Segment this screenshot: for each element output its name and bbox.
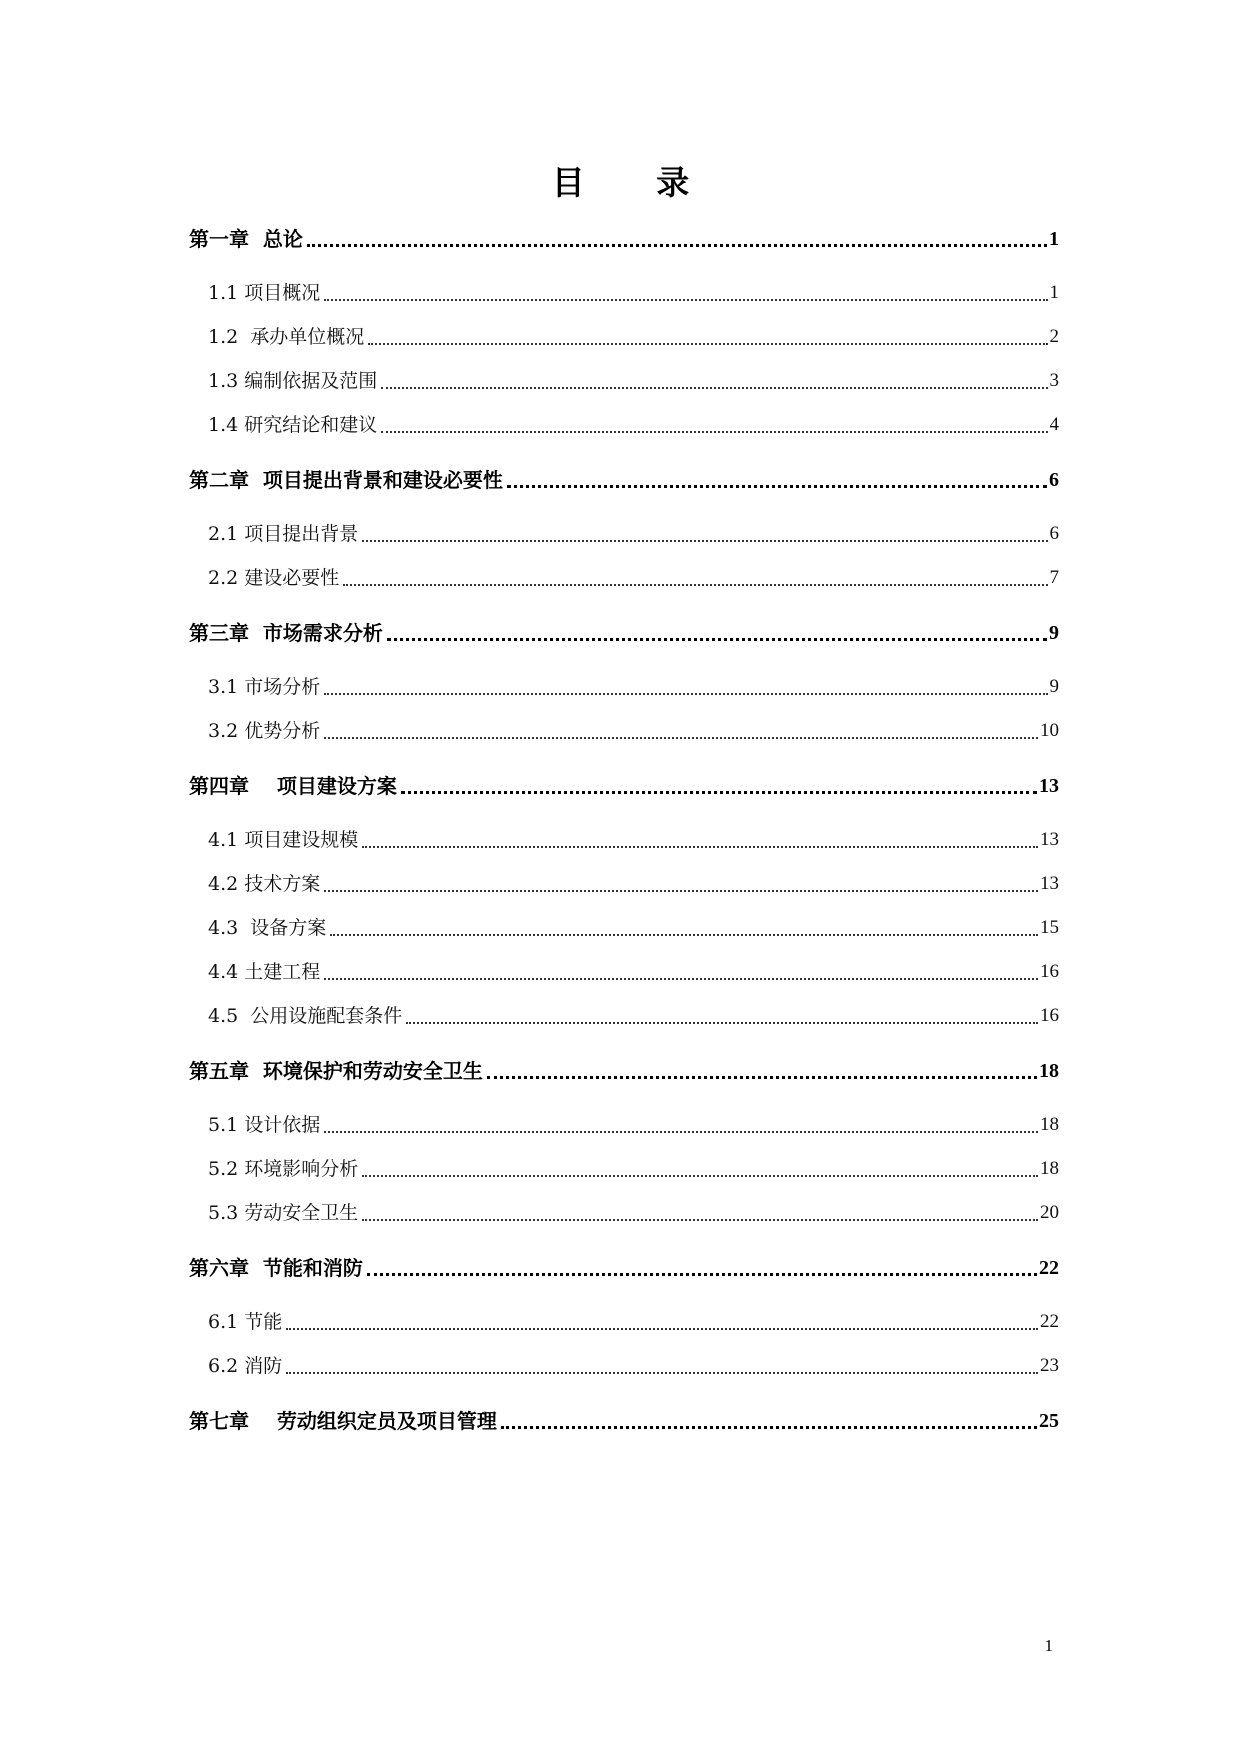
toc-dot-leader — [307, 244, 1047, 247]
toc-entry-page-number: 22 — [1039, 1257, 1059, 1279]
toc-entry-label: 3.1 市场分析 — [208, 676, 321, 698]
toc-entry-page-number: 6 — [1049, 523, 1059, 544]
toc-entry-page-number: 22 — [1040, 1311, 1059, 1332]
toc-entry-label: 第七章 劳动组织定员及项目管理 — [189, 1409, 497, 1433]
toc-entry-page-number: 4 — [1049, 414, 1059, 435]
toc-dot-leader — [324, 890, 1038, 892]
toc-section-entry[interactable] — [189, 867, 1059, 901]
toc-entry-page-number: 6 — [1049, 469, 1059, 491]
toc-dot-leader — [286, 1372, 1038, 1374]
toc-chapter-entry[interactable] — [189, 616, 1059, 650]
toc-entry-page-number: 10 — [1040, 720, 1059, 741]
toc-entry-label: 2.1 项目提出背景 — [208, 523, 359, 545]
toc-dot-leader — [324, 737, 1038, 739]
toc-chapter-entry[interactable] — [189, 769, 1059, 803]
toc-entry-page-number: 18 — [1040, 1158, 1059, 1179]
toc-entry-label: 5.1 设计依据 — [208, 1114, 321, 1136]
toc-section-entry[interactable] — [189, 320, 1059, 354]
toc-dot-leader — [406, 1022, 1038, 1024]
toc-section-entry[interactable] — [189, 999, 1059, 1033]
page-number: 1 — [1044, 1636, 1053, 1655]
toc-dot-leader — [501, 1426, 1037, 1429]
toc-dot-leader — [362, 1219, 1038, 1221]
toc-chapter-entry[interactable] — [189, 222, 1059, 256]
toc-section-entry[interactable] — [189, 408, 1059, 442]
toc-entry-page-number: 7 — [1049, 567, 1059, 588]
toc-dot-leader — [368, 343, 1047, 345]
toc-dot-leader — [362, 1175, 1038, 1177]
toc-dot-leader — [324, 299, 1047, 301]
toc-entry-label: 4.5 公用设施配套条件 — [208, 1005, 403, 1027]
toc-chapter-entry[interactable] — [189, 463, 1059, 497]
toc-entry-page-number: 9 — [1049, 676, 1059, 697]
toc-section-entry[interactable] — [189, 714, 1059, 748]
toc-section-entry[interactable] — [189, 1305, 1059, 1339]
toc-entry-page-number: 13 — [1039, 775, 1059, 797]
toc-section-entry[interactable] — [189, 1196, 1059, 1230]
toc-entry-page-number: 20 — [1040, 1202, 1059, 1223]
toc-dot-leader — [367, 1273, 1037, 1276]
toc-section-entry[interactable] — [189, 823, 1059, 857]
toc-entry-label: 6.1 节能 — [208, 1311, 283, 1333]
toc-section-entry[interactable] — [189, 670, 1059, 704]
toc-section-entry[interactable] — [189, 364, 1059, 398]
toc-entry-label: 1.1 项目概况 — [208, 282, 321, 304]
toc-entry-label: 1.3 编制依据及范围 — [208, 370, 378, 392]
toc-dot-leader — [487, 1076, 1037, 1079]
toc-entry-label: 第四章 项目建设方案 — [189, 774, 397, 798]
toc-dot-leader — [324, 1131, 1038, 1133]
toc-entry-label: 4.3 设备方案 — [208, 917, 327, 939]
toc-entry-label: 4.4 土建工程 — [208, 961, 321, 983]
toc-dot-leader — [330, 934, 1038, 936]
toc-section-entry[interactable] — [189, 517, 1059, 551]
toc-chapter-entry[interactable] — [189, 1054, 1059, 1088]
toc-entry-label: 第六章 节能和消防 — [189, 1256, 363, 1280]
toc-dot-leader — [343, 584, 1047, 586]
toc-section-entry[interactable] — [189, 911, 1059, 945]
toc-entry-page-number: 2 — [1049, 326, 1059, 347]
toc-entry-label: 第一章 总论 — [189, 227, 303, 251]
toc-entry-label: 4.2 技术方案 — [208, 873, 321, 895]
toc-entry-label: 2.2 建设必要性 — [208, 567, 340, 589]
toc-dot-leader — [387, 638, 1047, 641]
toc-dot-leader — [362, 846, 1038, 848]
toc-entry-page-number: 13 — [1040, 829, 1059, 850]
toc-entry-label: 5.2 环境影响分析 — [208, 1158, 359, 1180]
toc-entry-label: 6.2 消防 — [208, 1355, 283, 1377]
toc-dot-leader — [381, 387, 1047, 389]
toc-section-entry[interactable] — [189, 955, 1059, 989]
toc-dot-leader — [286, 1328, 1038, 1330]
toc-dot-leader — [507, 485, 1047, 488]
toc-section-entry[interactable] — [189, 276, 1059, 310]
toc-section-entry[interactable] — [189, 1349, 1059, 1383]
toc-entry-page-number: 16 — [1040, 961, 1059, 982]
toc-entry-page-number: 18 — [1040, 1114, 1059, 1135]
toc-section-entry[interactable] — [189, 561, 1059, 595]
toc-entry-label: 5.3 劳动安全卫生 — [208, 1202, 359, 1224]
toc-entry-label: 4.1 项目建设规模 — [208, 829, 359, 851]
toc-section-entry[interactable] — [189, 1108, 1059, 1142]
toc-entry-page-number: 1 — [1049, 228, 1059, 250]
toc-entry-page-number: 16 — [1040, 1005, 1059, 1026]
toc-entry-page-number: 23 — [1040, 1355, 1059, 1376]
toc-entry-label: 1.2 承办单位概况 — [208, 326, 365, 348]
toc-entry-page-number: 15 — [1040, 917, 1059, 938]
toc-entry-page-number: 13 — [1040, 873, 1059, 894]
toc-entry-label: 第三章 市场需求分析 — [189, 621, 383, 645]
toc-entry-page-number: 9 — [1049, 622, 1059, 644]
toc-chapter-entry[interactable] — [189, 1251, 1059, 1285]
toc-chapter-entry[interactable] — [189, 1404, 1059, 1438]
toc-entry-label: 3.2 优势分析 — [208, 720, 321, 742]
toc-section-entry[interactable] — [189, 1152, 1059, 1186]
toc-entry-label: 第五章 环境保护和劳动安全卫生 — [189, 1059, 483, 1083]
toc-entry-page-number: 1 — [1049, 282, 1059, 303]
toc-entry-page-number: 3 — [1049, 370, 1059, 391]
toc-dot-leader — [401, 791, 1037, 794]
toc-title: 目 录 — [551, 163, 720, 202]
toc-dot-leader — [381, 431, 1047, 433]
toc-dot-leader — [324, 693, 1047, 695]
toc-entry-page-number: 25 — [1039, 1410, 1059, 1432]
toc-dot-leader — [362, 540, 1047, 542]
toc-entry-page-number: 18 — [1039, 1060, 1059, 1082]
toc-entry-label: 第二章 项目提出背景和建设必要性 — [189, 468, 503, 492]
toc-entry-label: 1.4 研究结论和建议 — [208, 414, 378, 436]
toc-dot-leader — [324, 978, 1038, 980]
